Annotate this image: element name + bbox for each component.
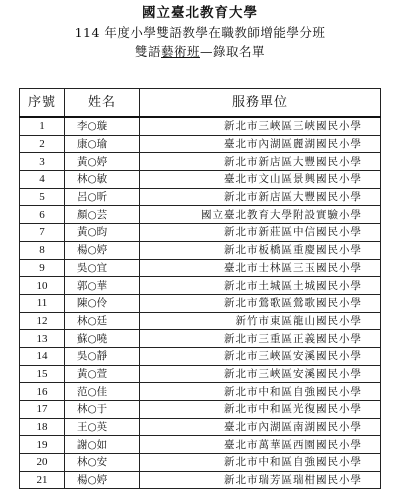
list-title <box>0 42 400 61</box>
cell-name: 顏○芸 <box>65 206 140 224</box>
cell-seq: 6 <box>20 206 65 224</box>
cell-unit: 新北市瑞芳區瑞柑國民小學 <box>140 471 381 489</box>
cell-unit: 新北市三峽區安溪國民小學 <box>140 347 381 365</box>
column-header-name: 姓名 <box>65 89 140 118</box>
cell-name: 蘇○嘵 <box>65 330 140 348</box>
table-row <box>20 135 381 153</box>
cell-unit: 新竹市東區龍山國民小學 <box>140 312 381 330</box>
table-row <box>20 241 381 259</box>
cell-unit: 新北市中和區光復國民小學 <box>140 401 381 419</box>
cell-unit: 新北市三峽區三峽國民小學 <box>140 117 381 135</box>
cell-name: 林○于 <box>65 401 140 419</box>
cell-unit: 臺北市士林區三玉國民小學 <box>140 259 381 277</box>
cell-seq: 12 <box>20 312 65 330</box>
document-header <box>0 4 400 61</box>
table-row <box>20 383 381 401</box>
table-row <box>20 454 381 472</box>
cell-unit: 新北市三峽區安溪國民小學 <box>140 365 381 383</box>
cell-seq: 8 <box>20 241 65 259</box>
cell-seq: 7 <box>20 224 65 242</box>
admission-table <box>19 88 381 489</box>
table-row <box>20 294 381 312</box>
table-row <box>20 153 381 171</box>
cell-unit: 臺北市內湖區麗湖國民小學 <box>140 135 381 153</box>
cell-seq: 13 <box>20 330 65 348</box>
column-header-seq: 序號 <box>20 89 65 118</box>
cell-name: 黃○婷 <box>65 153 140 171</box>
cell-unit: 新北市中和區自強國民小學 <box>140 454 381 472</box>
cell-name: 楊○婷 <box>65 471 140 489</box>
cell-seq: 3 <box>20 153 65 171</box>
table-row <box>20 418 381 436</box>
cell-name: 呂○昕 <box>65 188 140 206</box>
cell-seq: 4 <box>20 171 65 189</box>
cell-name: 吳○宜 <box>65 259 140 277</box>
table-row <box>20 171 381 189</box>
cell-name: 郭○華 <box>65 277 140 295</box>
cell-unit: 新北市鶯歌區鶯歌國民小學 <box>140 294 381 312</box>
cell-name: 林○安 <box>65 454 140 472</box>
cell-name: 謝○如 <box>65 436 140 454</box>
program-title: 114 年度小學雙語教學在職教師增能學分班 <box>74 25 326 40</box>
table-row <box>20 224 381 242</box>
university-title: 國立臺北教育大學 <box>142 5 258 21</box>
cell-name: 黃○昀 <box>65 224 140 242</box>
cell-name: 黃○萱 <box>65 365 140 383</box>
table-body <box>20 117 381 489</box>
table-row <box>20 188 381 206</box>
cell-seq: 14 <box>20 347 65 365</box>
cell-seq: 15 <box>20 365 65 383</box>
cell-seq: 10 <box>20 277 65 295</box>
cell-name: 康○瑜 <box>65 135 140 153</box>
cell-unit: 新北市三重區正義國民小學 <box>140 330 381 348</box>
cell-name: 林○敏 <box>65 171 140 189</box>
column-header-unit: 服務單位 <box>140 89 381 118</box>
cell-seq: 21 <box>20 471 65 489</box>
table-row <box>20 401 381 419</box>
list-title-prefix: 雙語 <box>134 44 161 59</box>
cell-name: 林○廷 <box>65 312 140 330</box>
cell-seq: 2 <box>20 135 65 153</box>
cell-seq: 18 <box>20 418 65 436</box>
table-row <box>20 365 381 383</box>
table-row <box>20 330 381 348</box>
list-title-suffix: —錄取名單 <box>200 44 266 59</box>
cell-unit: 臺北市內湖區南湖國民小學 <box>140 418 381 436</box>
class-name: 藝術班 <box>160 44 200 59</box>
cell-seq: 9 <box>20 259 65 277</box>
cell-seq: 5 <box>20 188 65 206</box>
cell-unit: 新北市土城區土城國民小學 <box>140 277 381 295</box>
table-row <box>20 347 381 365</box>
cell-unit: 國立臺北教育大學附設實驗小學 <box>140 206 381 224</box>
cell-seq: 20 <box>20 454 65 472</box>
cell-unit: 新北市新店區大豐國民小學 <box>140 188 381 206</box>
cell-name: 李○璇 <box>65 117 140 135</box>
cell-seq: 17 <box>20 401 65 419</box>
cell-seq: 19 <box>20 436 65 454</box>
table-row <box>20 277 381 295</box>
table-row <box>20 259 381 277</box>
cell-name: 王○英 <box>65 418 140 436</box>
table-row <box>20 117 381 135</box>
table-row <box>20 471 381 489</box>
cell-name: 陳○伶 <box>65 294 140 312</box>
cell-name: 楊○婷 <box>65 241 140 259</box>
cell-unit: 新北市板橋區重慶國民小學 <box>140 241 381 259</box>
table-row <box>20 206 381 224</box>
cell-seq: 1 <box>20 117 65 135</box>
cell-name: 吳○靜 <box>65 347 140 365</box>
cell-unit: 臺北市文山區景興國民小學 <box>140 171 381 189</box>
table-header-row <box>20 89 381 118</box>
cell-unit: 臺北市萬華區西園國民小學 <box>140 436 381 454</box>
cell-seq: 11 <box>20 294 65 312</box>
cell-unit: 新北市中和區自強國民小學 <box>140 383 381 401</box>
cell-name: 范○佳 <box>65 383 140 401</box>
table-row <box>20 312 381 330</box>
cell-unit: 新北市新莊區中信國民小學 <box>140 224 381 242</box>
cell-unit: 新北市新店區大豐國民小學 <box>140 153 381 171</box>
cell-seq: 16 <box>20 383 65 401</box>
table-row <box>20 436 381 454</box>
